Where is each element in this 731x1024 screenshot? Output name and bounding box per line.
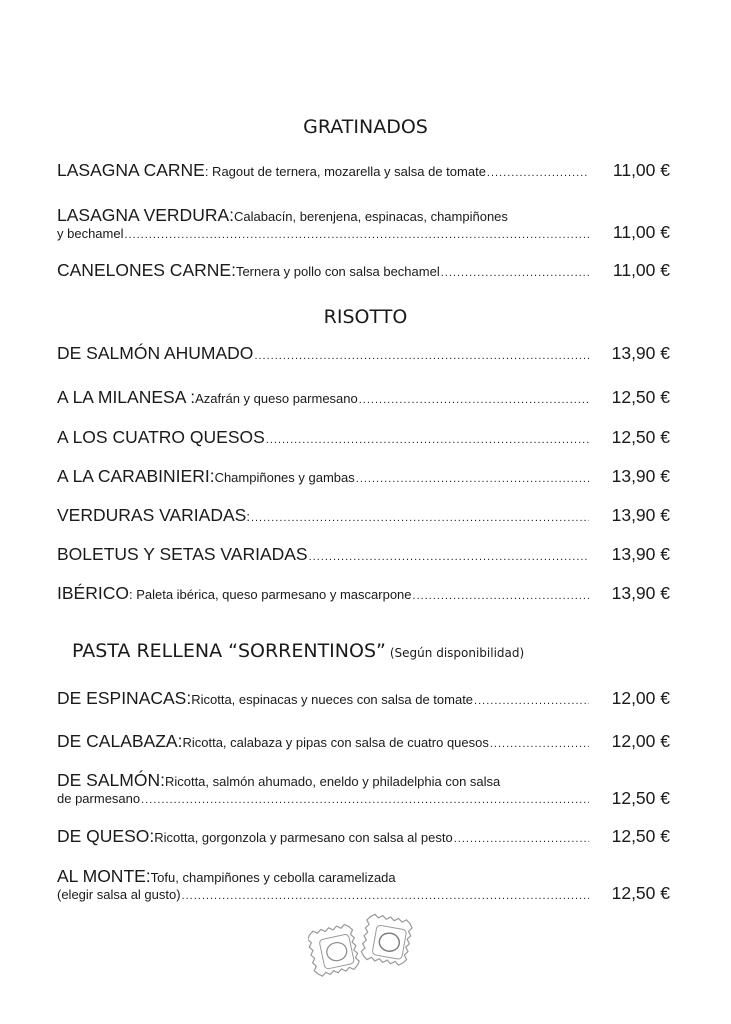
leader-dots: [474, 695, 589, 707]
item-description: Ricotta, gorgonzola y parmesano con salsa al pesto: [154, 830, 453, 845]
item-description-cont: y bechamel: [57, 226, 124, 241]
item-name: DE CALABAZA:: [57, 731, 183, 751]
item-price: 13,90 €: [611, 466, 670, 486]
leader-dots: [413, 590, 589, 602]
item-description: Champiñones y gambas: [214, 470, 355, 485]
item-description: Ternera y pollo con salsa bechamel: [235, 264, 440, 279]
section-note: (Según disponibilidad): [389, 646, 525, 660]
item-price: 12,50 €: [611, 883, 670, 903]
item-description: Calabacín, berenjena, espinacas, champiñones: [234, 209, 508, 224]
item-description: : Paleta ibérica, queso parmesano y mascarpone: [128, 587, 412, 602]
menu-item: [57, 688, 589, 709]
item-name: DE QUESO:: [57, 826, 155, 846]
item-price: 11,00 €: [612, 160, 670, 180]
leader-dots: [454, 833, 589, 845]
leader-dots: [124, 229, 589, 241]
menu-item: [57, 731, 589, 752]
item-description: Tofu, champiñones y cebolla caramelizada: [150, 870, 396, 885]
menu-item: [57, 583, 589, 604]
item-name: LASAGNA VERDURA:: [57, 205, 234, 225]
item-name: LASAGNA CARNE: [57, 160, 205, 180]
menu-item: [57, 343, 589, 364]
item-description: Azafrán y queso parmesano: [195, 391, 358, 406]
item-name: CANELONES CARNE:: [57, 260, 236, 280]
leader-dots: [490, 738, 589, 750]
section-title-risotto: RISOTTO: [323, 306, 408, 328]
item-price: 12,50 €: [611, 427, 670, 447]
item-price: 13,90 €: [611, 583, 670, 603]
item-price: 12,50 €: [611, 788, 670, 808]
item-price: 13,90 €: [611, 343, 670, 363]
menu-item: [57, 770, 589, 806]
menu-item: [57, 387, 589, 408]
item-name: A LA MILANESA :: [57, 387, 196, 407]
menu-item: [57, 866, 589, 902]
section-title-text: PASTA RELLENA “SORRENTINOS”: [72, 640, 386, 662]
menu-item: [57, 205, 589, 241]
menu-item: [57, 505, 589, 526]
item-price: 12,50 €: [611, 826, 670, 846]
item-price: 13,90 €: [611, 505, 670, 525]
item-description: Ricotta, espinacas y nueces con salsa de tomate: [191, 692, 474, 707]
item-description-cont: (elegir salsa al gusto): [57, 887, 181, 902]
leader-dots: [356, 473, 589, 485]
item-price: 12,00 €: [611, 688, 670, 708]
menu-item: [57, 160, 589, 181]
leader-dots: [309, 551, 589, 563]
item-price: 11,00 €: [612, 222, 670, 242]
item-name: DE SALMÓN AHUMADO: [57, 343, 254, 363]
leader-dots: [182, 890, 589, 902]
leader-dots: [441, 267, 589, 279]
menu-item: [57, 466, 589, 487]
item-price: 13,90 €: [611, 544, 670, 564]
item-description: Ricotta, salmón ahumado, eneldo y philadelphia con salsa: [164, 774, 501, 789]
item-description: :: [246, 509, 250, 524]
item-name: A LOS CUATRO QUESOS: [57, 427, 265, 447]
item-description: : Ragout de ternera, mozarella y salsa de tomate: [204, 164, 486, 179]
leader-dots: [251, 512, 589, 524]
item-description: Ricotta, calabaza y pipas con salsa de cuatro quesos: [182, 735, 489, 750]
leader-dots: [254, 350, 589, 362]
section-title-pasta: [72, 640, 524, 662]
item-name: BOLETUS Y SETAS VARIADAS: [57, 544, 308, 564]
menu-item: [57, 260, 589, 281]
item-name: VERDURAS VARIADAS: [57, 505, 247, 525]
item-price: 12,00 €: [611, 731, 670, 751]
item-name: DE SALMÓN:: [57, 770, 165, 790]
ravioli-illustration: [308, 908, 418, 988]
item-name: IBÉRICO: [57, 583, 129, 603]
leader-dots: [359, 394, 589, 406]
section-title-gratinados: GRATINADOS: [303, 116, 428, 138]
menu-item: [57, 427, 589, 448]
leader-dots: [487, 167, 589, 179]
leader-dots: [266, 434, 589, 446]
item-name: AL MONTE:: [57, 866, 151, 886]
item-price: 11,00 €: [612, 260, 670, 280]
menu-item: [57, 544, 589, 565]
item-name: DE ESPINACAS:: [57, 688, 192, 708]
ravioli-left-icon: [308, 923, 361, 978]
menu-item: [57, 826, 589, 847]
item-name: A LA CARABINIERI:: [57, 466, 215, 486]
leader-dots: [141, 794, 589, 806]
item-description-cont: de parmesano: [57, 791, 141, 806]
ravioli-right-icon: [360, 913, 413, 966]
item-price: 12,50 €: [611, 387, 670, 407]
